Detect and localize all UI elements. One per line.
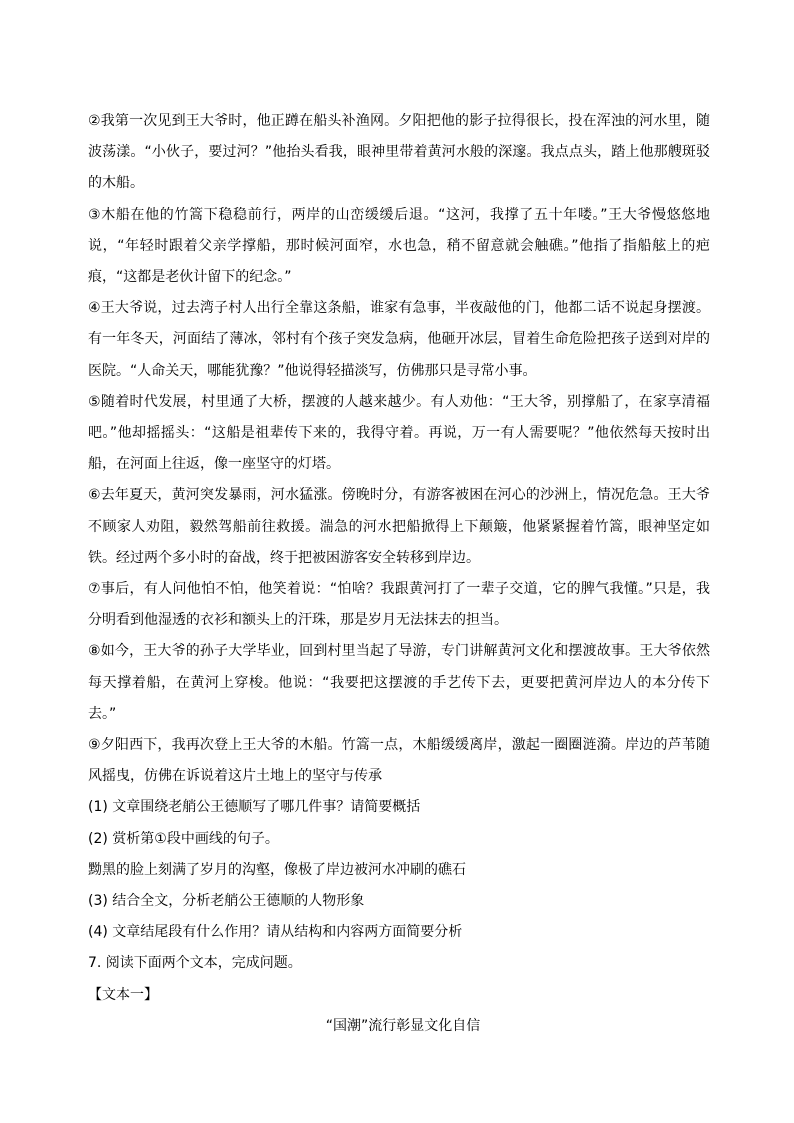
document-page xyxy=(88,106,710,1042)
paragraph-6: ⑥去年夏天，黄河突发暴雨，河水猛涨。傍晚时分，有游客被困在河心的沙洲上，情况危急。王大爷不顾家人劝阻，毅然驾船前往救援。湍急的河水把船掀得上下颠簸，他紧紧握着竹篙，眼神坚定如铁。经过两个多小时的奋战，终于把被困游客安全转移到岸边。 xyxy=(88,487,710,566)
quoted-sentence: 黝黑的脸上刻满了岁月的沟壑，像极了岸边被河水冲刷的礁石 xyxy=(88,861,466,878)
paragraph-9: ⑨夕阳西下，我再次登上王大爷的木船。竹篙一点，木船缓缓离岸，激起一圈圈涟漪。岸边的芦苇随风摇曳，仿佛在诉说着这片土地上的坚守与传承 xyxy=(88,737,710,785)
paragraph-3: ③木船在他的竹篙下稳稳前行，两岸的山峦缓缓后退。“这河，我撑了五十年喽。”王大爷慢悠悠地说，“年轻时跟着父亲学撑船，那时候河面窄，水也急，稍不留意就会触礁。”他指了指船舷上的疤痕，“这都是老伙计留下的纪念。” xyxy=(88,206,710,286)
text-one-label: 【文本一】 xyxy=(88,986,158,1003)
question-4: (4) 文章结尾段有什么作用？请从结构和内容两方面简要分析 xyxy=(88,924,463,941)
text-one-title: “国潮”流行彰显文化自信 xyxy=(325,1017,481,1034)
question-2: (2) 赏析第①段中画线的句子。 xyxy=(88,830,279,847)
question-3: (3) 结合全文，分析老艄公王德顺的人物形象 xyxy=(88,893,365,910)
paragraph-2: ②我第一次见到王大爷时，他正蹲在船头补渔网。夕阳把他的影子拉得很长，投在浑浊的河水里，随波荡漾。“小伙子，要过河？”他抬头看我，眼神里带着黄河水般的深邃。我点点头，踏上他那艘斑驳的木船。 xyxy=(88,113,710,192)
paragraph-8: ⑧如今，王大爷的孙子大学毕业，回到村里当起了导游，专门讲解黄河文化和摆渡故事。王大爷依然每天撑着船，在黄河上穿梭。他说：“我要把这摆渡的手艺传下去，更要把黄河岸边人的本分传下去。” xyxy=(88,643,710,722)
question-7-prompt: 7. 阅读下面两个文本，完成问题。 xyxy=(88,955,302,972)
paragraph-4: ④王大爷说，过去湾子村人出行全靠这条船，谁家有急事，半夜敲他的门，他都二话不说起身摆渡。有一年冬天，河面结了薄冰，邻村有个孩子突发急病，他砸开冰层，冒着生命危险把孩子送到对岸的医院。“人命关天，哪能犹豫？”他说得轻描淡写，仿佛那只是寻常小事。 xyxy=(88,300,710,379)
paragraph-7: ⑦事后，有人问他怕不怕，他笑着说：“怕啥？我跟黄河打了一辈子交道，它的脾气我懂。”只是，我分明看到他湿透的衣衫和额头上的汗珠，那是岁月无法抹去的担当。 xyxy=(88,581,710,629)
paragraph-5: ⑤随着时代发展，村里通了大桥，摆渡的人越来越少。有人劝他：“王大爷，别撑船了，在家享清福吧。”他却摇摇头：“这船是祖辈传下来的，我得守着。再说，万一有人需要呢？”他依然每天按时出船，在河面上往返，像一座坚守的灯塔。 xyxy=(88,393,710,473)
question-1: (1) 文章围绕老艄公王德顺写了哪几件事？请简要概括 xyxy=(88,799,421,816)
